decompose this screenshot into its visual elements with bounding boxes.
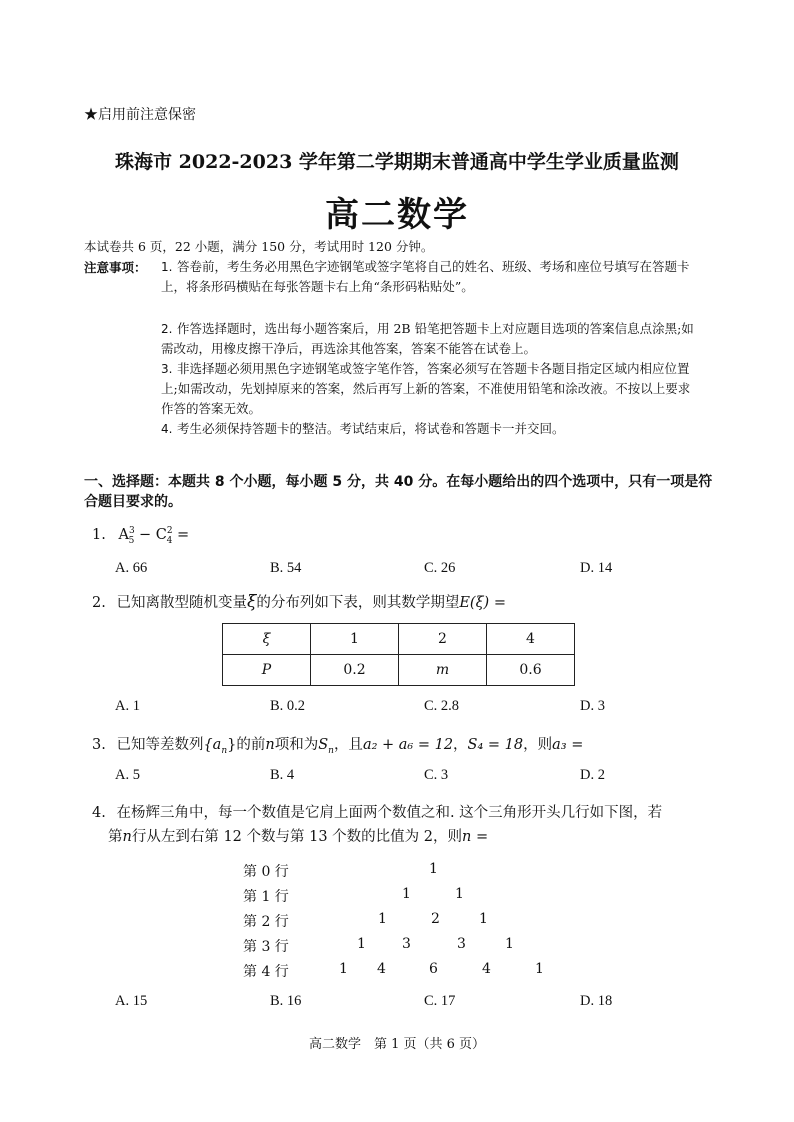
note-text: 非选择题必须用黑色字迹钢笔或签字笔作答，答案必须写在答题卡各题目指定区域内相应位置上;如需改动，先划掉原来的答案，然后再写上新的答案，不准使用铅笔和涂改液。不按以上要求作答的答案无效。 — [161, 361, 691, 416]
question-text: 已知等差数列 — [116, 737, 204, 753]
distribution-table — [222, 623, 575, 686]
triangle-value: 1 — [357, 936, 366, 952]
combination-symbol: C — [155, 526, 167, 543]
triangle-value: 1 — [429, 861, 438, 877]
subscript: 4 — [166, 535, 173, 546]
note-number: 2. — [161, 322, 173, 336]
question-text: 项和为 — [274, 737, 319, 753]
table-row — [223, 624, 575, 655]
subscript: 5 — [128, 535, 135, 546]
question-text: ， — [453, 737, 468, 753]
table-row — [223, 655, 575, 686]
triangle-value: 4 — [377, 961, 386, 977]
table-cell: 1 — [311, 624, 399, 655]
triangle-value: 1 — [378, 911, 387, 927]
question-number: 3. — [92, 737, 106, 753]
exam-intro: 本试卷共 6 页，22 小题，满分 150 分，考试用时 120 分钟。 — [84, 239, 434, 254]
triangle-value: 1 — [505, 936, 514, 952]
question-3 — [92, 733, 583, 756]
question-text: 第 — [108, 829, 123, 845]
question-expression: a₃ = — [552, 737, 584, 753]
question-1 — [92, 526, 189, 546]
variable-n: n — [265, 737, 275, 753]
notes-label: 注意事项： — [84, 260, 147, 275]
note-number: 4. — [161, 422, 173, 436]
table-cell: m — [399, 655, 487, 686]
minus-sign: − — [134, 526, 156, 543]
note-number: 1. — [161, 260, 173, 274]
expectation-expression: E(ξ) = — [459, 595, 506, 611]
page-footer: 高二数学 第 1 页（共 6 页） — [308, 1037, 486, 1052]
question-text: 的前 — [236, 737, 266, 753]
superscript: 3 — [128, 526, 135, 536]
superscript: 2 — [166, 526, 173, 536]
note-item — [161, 319, 701, 359]
sequence-brace: } — [227, 737, 237, 753]
option-b: B. 4 — [270, 767, 295, 783]
question-text: 的分布列如下表，则其数学期望 — [256, 595, 460, 611]
question-expression: n = — [462, 829, 489, 845]
option-d: D. 3 — [580, 698, 605, 714]
option-b: B. 0.2 — [270, 698, 306, 714]
option-a: A. 66 — [115, 560, 148, 576]
triangle-value: 4 — [482, 961, 491, 977]
arrangement-symbol: A — [118, 526, 129, 543]
subscript: n — [221, 745, 228, 756]
question-text: 已知离散型随机变量 — [116, 595, 247, 611]
random-variable: ξ — [246, 592, 257, 612]
triangle-value: 1 — [479, 911, 488, 927]
question-number: 1. — [92, 526, 106, 543]
option-b: B. 54 — [270, 560, 302, 576]
triangle-value: 3 — [402, 936, 411, 952]
subject-title: 高二数学 — [325, 195, 469, 235]
option-c: C. 17 — [424, 993, 456, 1009]
table-cell: ξ — [223, 624, 311, 655]
question-2 — [92, 591, 506, 612]
option-a: A. 1 — [115, 698, 140, 714]
confidential-note: ★启用前注意保密 — [84, 107, 196, 123]
question-number: 4. — [92, 805, 106, 821]
option-d: D. 18 — [580, 993, 613, 1009]
section-heading: 一、选择题：本题共 8 个小题，每小题 5 分，共 40 分。在每小题给出的四个选项中，只有一项是符合题目要求的。 — [84, 474, 713, 510]
option-a: A. 5 — [115, 767, 140, 783]
triangle-row-label: 第 4 行 — [243, 964, 289, 980]
triangle-value: 3 — [457, 936, 466, 952]
option-d: D. 14 — [580, 560, 613, 576]
triangle-row-label: 第 2 行 — [243, 914, 289, 930]
question-1-expression — [118, 526, 190, 546]
triangle-value: 1 — [455, 886, 464, 902]
question-text: ，则 — [523, 737, 553, 753]
question-text: 行从左到右第 12 个数与第 13 个数的比值为 2，则 — [131, 829, 463, 845]
condition-expression: S₄ = 18 — [467, 737, 524, 753]
option-c: C. 3 — [424, 767, 449, 783]
note-item — [161, 257, 701, 297]
option-b: B. 16 — [270, 993, 302, 1009]
exam-title: 珠海市 2022-2023 学年第二学期期末普通高中学生学业质量监测 — [115, 151, 679, 173]
triangle-value: 2 — [431, 911, 440, 927]
table-cell: 0.6 — [487, 655, 575, 686]
table-cell: 2 — [399, 624, 487, 655]
option-d: D. 2 — [580, 767, 605, 783]
subscript: n — [328, 745, 334, 756]
equals-sign: = — [172, 526, 190, 543]
triangle-value: 1 — [402, 886, 411, 902]
note-text: 答卷前，考生务必用黑色字迹钢笔或签字笔将自己的姓名、班级、考场和座位号填写在答题卡上，将条形码横贴在每张答题卡右上角“条形码粘贴处”。 — [161, 259, 690, 294]
question-text: 在杨辉三角中，每一个数值是它肩上面两个数值之和. 这个三角形开头几行如下图，若 — [116, 805, 663, 821]
sequence-symbol: {a — [203, 737, 222, 753]
variable-n: n — [122, 829, 132, 845]
triangle-row-label: 第 1 行 — [243, 889, 289, 905]
table-cell: 0.2 — [311, 655, 399, 686]
sum-symbol: S — [318, 737, 329, 753]
table-cell: 4 — [487, 624, 575, 655]
question-4 — [92, 801, 662, 822]
triangle-row-label: 第 3 行 — [243, 939, 289, 955]
option-c: C. 26 — [424, 560, 456, 576]
note-text: 作答选择题时，选出每小题答案后，用 2B 铅笔把答题卡上对应题目选项的答案信息点涂黑;如需改动，用橡皮擦干净后，再选涂其他答案，答案不能答在试卷上。 — [161, 321, 694, 356]
question-text: ，且 — [333, 737, 363, 753]
note-item — [161, 359, 701, 419]
question-number: 2. — [92, 595, 106, 611]
table-cell: P — [223, 655, 311, 686]
note-text: 考生必须保持答题卡的整洁。考试结束后，将试卷和答题卡一并交回。 — [177, 421, 565, 436]
option-c: C. 2.8 — [424, 698, 460, 714]
triangle-value: 6 — [429, 961, 438, 977]
question-4-line-2 — [108, 825, 488, 846]
triangle-value: 1 — [535, 961, 544, 977]
condition-expression: a₂ + a₆ = 12 — [362, 737, 454, 753]
triangle-row-label: 第 0 行 — [243, 864, 289, 880]
note-item — [161, 419, 701, 439]
triangle-value: 1 — [339, 961, 348, 977]
note-number: 3. — [161, 362, 173, 376]
option-a: A. 15 — [115, 993, 148, 1009]
